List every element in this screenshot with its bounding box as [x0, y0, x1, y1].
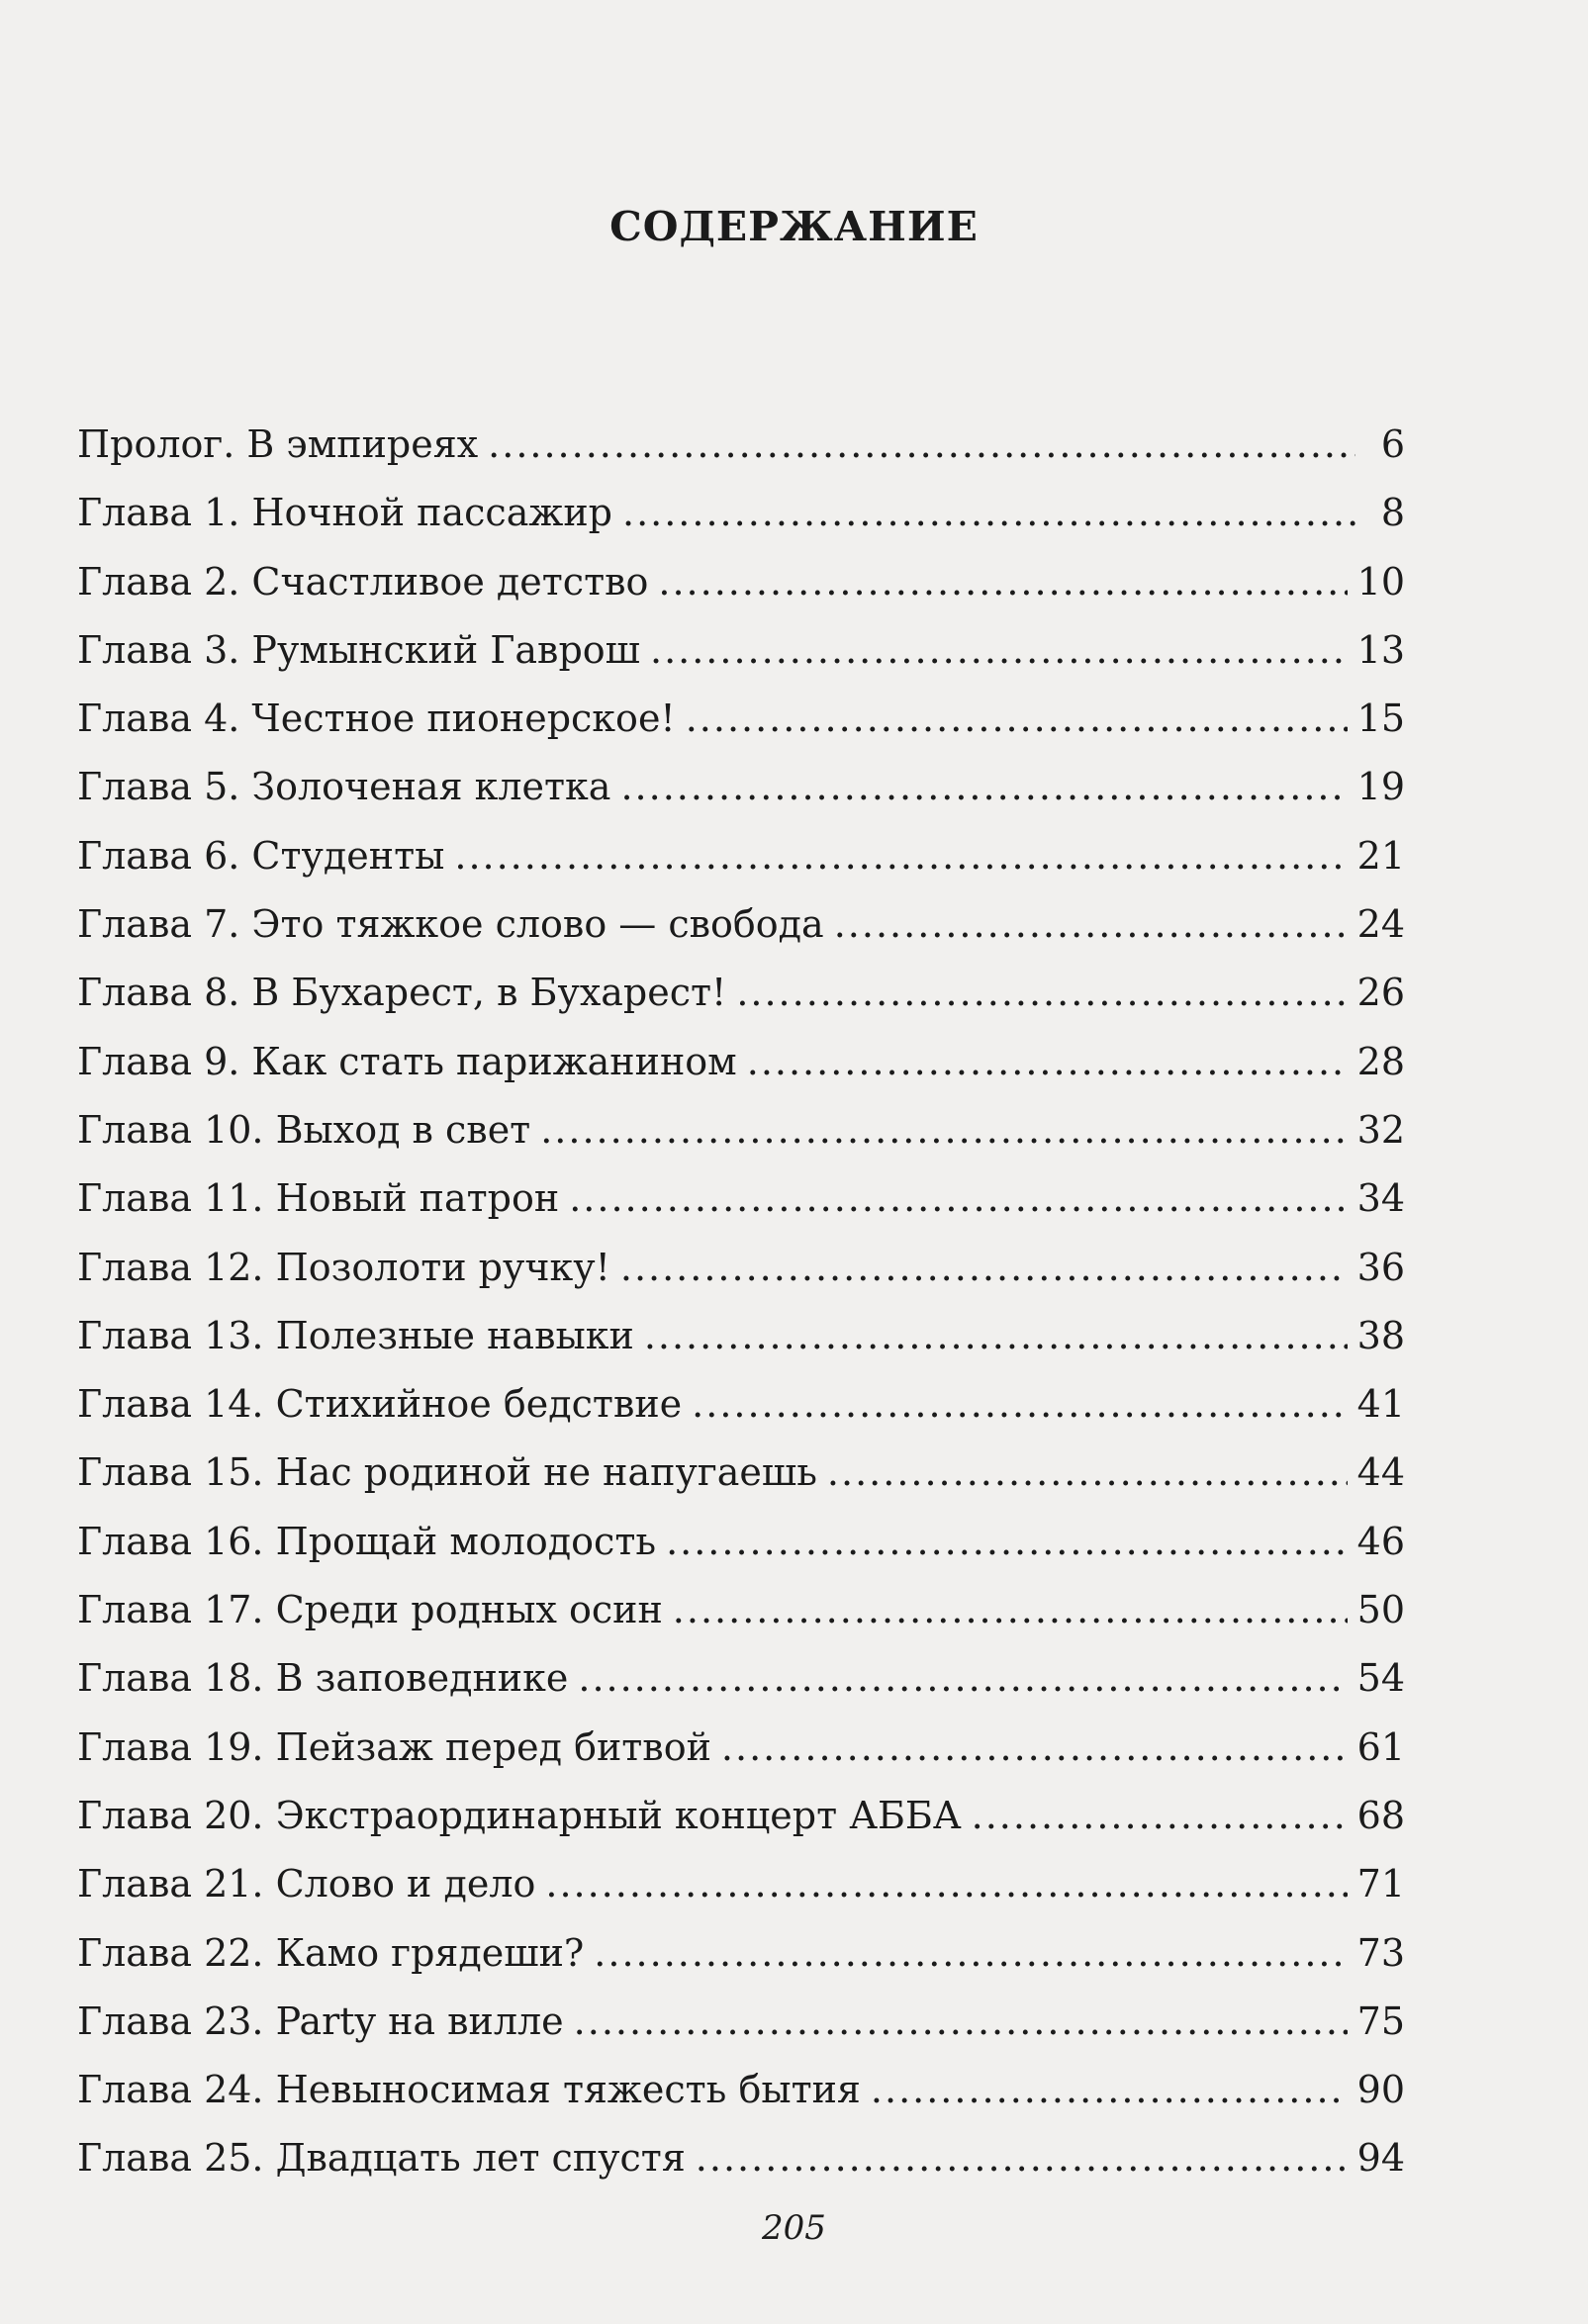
toc-entry — [77, 548, 1405, 616]
toc-entry-title: Глава 22. Камо грядеши? — [77, 1930, 585, 1975]
toc-entry-title: Глава 6. Студенты — [77, 833, 445, 878]
toc-entry-page: 71 — [1356, 1862, 1405, 1906]
toc-entry-page: 94 — [1356, 2136, 1405, 2181]
toc-entry-title: Глава 12. Позолоти ручку! — [77, 1245, 610, 1289]
toc-leader-dots — [454, 822, 1347, 890]
toc-entry — [77, 1028, 1405, 1096]
toc-entry-title: Глава 23. Party на вилле — [77, 1999, 564, 2043]
toc-entry-page: 38 — [1356, 1313, 1405, 1357]
toc-entry — [77, 1370, 1405, 1439]
toc-entry — [77, 1644, 1405, 1713]
toc-leader-dots — [673, 1576, 1348, 1644]
toc-entry-title: Глава 13. Полезные навыки — [77, 1313, 634, 1357]
toc-entry-page: 13 — [1356, 627, 1405, 672]
toc-entry-title: Глава 18. В заповеднике — [77, 1656, 569, 1701]
toc-leader-dots — [545, 1850, 1347, 1918]
toc-entry-page: 24 — [1356, 902, 1405, 947]
toc-entry-page: 46 — [1356, 1519, 1405, 1563]
toc-entry-title: Пролог. В эмпиреях — [77, 422, 479, 466]
toc-entry — [77, 1576, 1405, 1644]
toc-entry-title: Глава 16. Прощай молодость — [77, 1519, 657, 1563]
toc-entry-title: Глава 9. Как стать парижанином — [77, 1039, 737, 1083]
toc-leader-dots — [696, 2124, 1348, 2192]
toc-entry-page: 34 — [1356, 1176, 1405, 1221]
toc-entry — [77, 1234, 1405, 1302]
toc-leader-dots — [540, 1096, 1347, 1164]
toc-entry-page: 90 — [1356, 2068, 1405, 2112]
toc-entry — [77, 2124, 1405, 2192]
toc-entry — [77, 1850, 1405, 1918]
toc-entry — [77, 2056, 1405, 2124]
toc-leader-dots — [834, 890, 1348, 959]
toc-leader-dots — [650, 616, 1348, 685]
toc-entry-title: Глава 10. Выход в свет — [77, 1107, 531, 1152]
toc-entry — [77, 616, 1405, 685]
toc-entry — [77, 685, 1405, 753]
page-number: 205 — [762, 2208, 826, 2248]
table-of-contents — [77, 411, 1405, 2193]
toc-entry-title: Глава 5. Золоченая клетка — [77, 765, 611, 809]
toc-entry-page: 54 — [1356, 1656, 1405, 1701]
toc-entry — [77, 1508, 1405, 1576]
toc-entry — [77, 959, 1405, 1027]
toc-leader-dots — [620, 753, 1347, 821]
toc-entry-title: Глава 17. Среди родных осин — [77, 1588, 663, 1632]
toc-leader-dots — [871, 2056, 1348, 2124]
page-title: СОДЕРЖАНИЕ — [609, 203, 979, 250]
toc-entry-page: 10 — [1356, 559, 1405, 604]
toc-entry-page: 21 — [1356, 833, 1405, 878]
toc-entry — [77, 1164, 1405, 1233]
toc-leader-dots — [574, 1988, 1348, 2056]
toc-leader-dots — [658, 548, 1347, 616]
toc-leader-dots — [827, 1439, 1348, 1507]
toc-entry-page: 41 — [1356, 1382, 1405, 1427]
toc-entry-title: Глава 3. Румынский Гаврош — [77, 627, 640, 672]
toc-entry — [77, 1096, 1405, 1164]
toc-leader-dots — [488, 411, 1355, 479]
toc-entry-page: 68 — [1356, 1793, 1405, 1837]
toc-entry-title: Глава 15. Нас родиной не напугаешь — [77, 1450, 817, 1495]
toc-entry-page: 32 — [1356, 1107, 1405, 1152]
toc-entry — [77, 890, 1405, 959]
toc-entry — [77, 1988, 1405, 2056]
toc-entry-page: 6 — [1380, 422, 1405, 466]
toc-entry-title: Глава 25. Двадцать лет спустя — [77, 2136, 686, 2181]
toc-leader-dots — [644, 1302, 1348, 1370]
toc-entry-title: Глава 19. Пейзаж перед битвой — [77, 1724, 711, 1769]
toc-entry-page: 8 — [1380, 491, 1405, 535]
toc-entry-page: 15 — [1356, 697, 1405, 741]
toc-entry — [77, 822, 1405, 890]
toc-entry — [77, 1782, 1405, 1850]
toc-entry-page: 28 — [1356, 1039, 1405, 1083]
toc-entry-title: Глава 20. Экстраординарный концерт АББА — [77, 1793, 962, 1837]
toc-entry-page: 61 — [1356, 1724, 1405, 1769]
toc-leader-dots — [747, 1028, 1348, 1096]
toc-entry-title: Глава 1. Ночной пассажир — [77, 491, 612, 535]
toc-entry-title: Глава 4. Честное пионерское! — [77, 697, 676, 741]
toc-leader-dots — [620, 1234, 1348, 1302]
toc-leader-dots — [686, 685, 1348, 753]
toc-leader-dots — [736, 959, 1347, 1027]
toc-entry — [77, 411, 1405, 479]
toc-entry — [77, 753, 1405, 821]
toc-leader-dots — [972, 1782, 1348, 1850]
toc-leader-dots — [594, 1919, 1347, 1988]
toc-entry-title: Глава 11. Новый патрон — [77, 1176, 560, 1221]
toc-entry — [77, 1919, 1405, 1988]
toc-entry-page: 50 — [1356, 1588, 1405, 1632]
toc-entry-page: 36 — [1356, 1245, 1405, 1289]
toc-entry-title: Глава 7. Это тяжкое слово — свобода — [77, 902, 824, 947]
toc-entry — [77, 479, 1405, 547]
toc-leader-dots — [622, 479, 1355, 547]
toc-entry-title: Глава 24. Невыносимая тяжесть бытия — [77, 2068, 861, 2112]
toc-leader-dots — [721, 1714, 1348, 1782]
toc-leader-dots — [666, 1508, 1348, 1576]
toc-entry-page: 75 — [1356, 1999, 1405, 2043]
toc-entry — [77, 1714, 1405, 1782]
toc-entry-page: 73 — [1356, 1930, 1405, 1975]
toc-entry-title: Глава 21. Слово и дело — [77, 1862, 536, 1906]
toc-entry-page: 26 — [1356, 971, 1405, 1015]
toc-entry-page: 19 — [1356, 765, 1405, 809]
toc-entry-page: 44 — [1356, 1450, 1405, 1495]
toc-leader-dots — [578, 1644, 1347, 1713]
toc-entry-title: Глава 8. В Бухарест, в Бухарест! — [77, 971, 727, 1015]
toc-leader-dots — [569, 1164, 1347, 1233]
toc-entry-title: Глава 2. Счастливое детство — [77, 559, 649, 604]
toc-entry — [77, 1439, 1405, 1507]
toc-entry — [77, 1302, 1405, 1370]
toc-leader-dots — [692, 1370, 1347, 1439]
toc-entry-title: Глава 14. Стихийное бедствие — [77, 1382, 683, 1427]
